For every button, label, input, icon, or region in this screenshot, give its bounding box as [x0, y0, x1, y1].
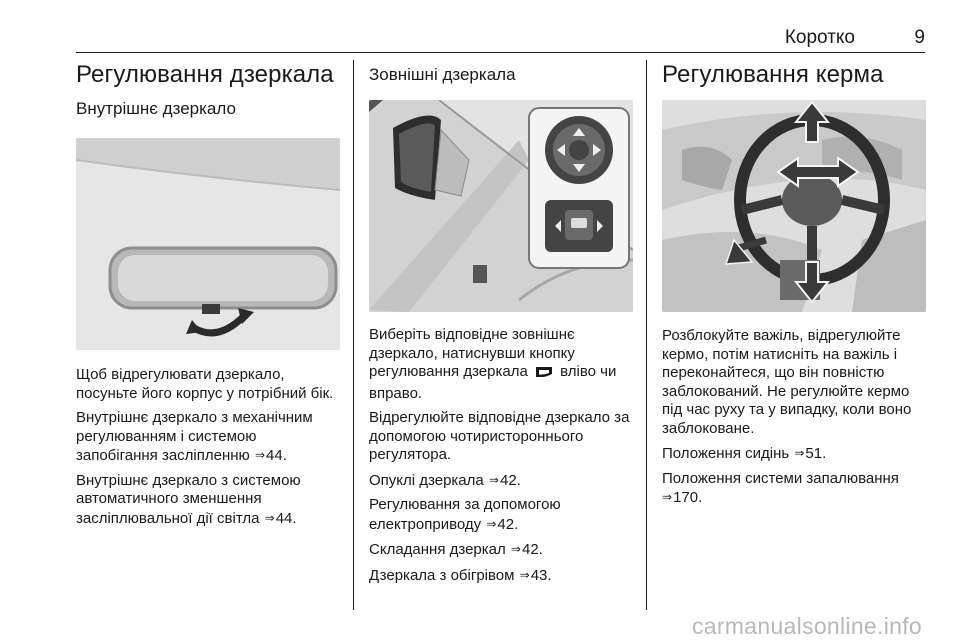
- reference-arrow-icon: ⇒: [510, 542, 521, 556]
- reference-arrow-icon: ⇒: [486, 516, 497, 531]
- link-text-auto-antidazzle: Внутрішнє дзеркало з системою автоматичного зменшення засліплювальної дії світла: [76, 471, 301, 527]
- interior-mirror-illustration: [76, 138, 340, 350]
- subsection-title-interior-mirror: Внутрішнє дзеркало: [76, 99, 236, 118]
- column-divider: [646, 60, 647, 610]
- paragraph-ignition-position: [662, 470, 926, 508]
- steering-wheel-figure: [662, 100, 926, 312]
- column-exterior-mirrors: [369, 60, 633, 591]
- paragraph-heated-mirrors: [369, 566, 633, 586]
- page-reference[interactable]: 44.: [266, 447, 287, 464]
- reference-arrow-icon: ⇒: [488, 472, 499, 487]
- link-text-heated-mirrors: Дзеркала з обігрівом: [369, 566, 515, 584]
- reference-arrow-icon: ⇒: [519, 567, 530, 582]
- page-reference[interactable]: 42.: [497, 515, 519, 533]
- exterior-mirror-illustration: [369, 100, 633, 312]
- link-text-manual-antidazzle: Внутрішнє дзеркало з механічним регулюванням і системою запобігання засліпленню: [76, 409, 313, 464]
- column-mirror-adjustment: [76, 60, 340, 534]
- interior-mirror-figure: [76, 138, 340, 350]
- paragraph-adjust-mirror: Відрегулюйте відповідне дзеркало за допомогою чотиристороннього регулятора.: [369, 409, 630, 463]
- paragraph-mirror-instruction: Щоб відрегулювати дзеркало, посуньте його корпус у потрібний бік.: [76, 366, 334, 402]
- page-number: 9: [914, 27, 925, 48]
- section-title-mirror-adjustment: Регулювання дзеркала: [76, 61, 334, 88]
- paragraph-convex-mirrors: [369, 471, 633, 491]
- paragraph-auto-antidazzle: [76, 472, 340, 529]
- watermark: carmanualsonline.info: [691, 613, 922, 639]
- header-section-title: Коротко: [784, 27, 855, 48]
- steering-wheel-illustration: [662, 100, 926, 312]
- column-steering-adjustment: [662, 60, 926, 514]
- text-select-mirror: Виберіть відповідне зовнішнє дзеркало, натиснувши кнопку регулювання дзеркала: [369, 326, 575, 380]
- paragraph-folding-mirrors: [369, 540, 633, 560]
- column-divider: [353, 60, 354, 610]
- link-text-folding-mirrors: Складання дзеркал: [369, 541, 506, 558]
- paragraph-steering-instruction: Розблокуйте важіль, відрегулюйте кермо, потім натисніть на важіль і переконайтеся, що він повністю заблокований. Не регулюйте кермо під час руху та у випадку, коли воно заблоковане.: [662, 327, 912, 437]
- reference-arrow-icon: ⇒: [794, 446, 805, 460]
- link-text-convex-mirrors: Опуклі дзеркала: [369, 471, 484, 489]
- reference-arrow-icon: ⇒: [264, 510, 275, 525]
- page-reference[interactable]: 42.: [521, 541, 543, 558]
- exterior-mirror-figure: [369, 100, 633, 312]
- page-reference[interactable]: 43.: [530, 566, 552, 584]
- page-reference[interactable]: 170.: [673, 489, 703, 506]
- page-reference[interactable]: 42.: [499, 471, 521, 489]
- page-reference[interactable]: 44.: [275, 509, 297, 527]
- text-left-right: вліво чи вправо.: [369, 363, 617, 402]
- page-reference[interactable]: 51.: [805, 445, 827, 462]
- paragraph-electric-adjustment: [369, 496, 633, 534]
- paragraph-select-mirror: [369, 326, 633, 403]
- link-text-seat-position: Положення сидінь: [662, 445, 790, 462]
- reference-arrow-icon: ⇒: [662, 490, 673, 504]
- link-text-ignition-position: Положення системи запалювання: [662, 469, 899, 487]
- paragraph-manual-antidazzle: [76, 409, 340, 466]
- section-title-steering-adjustment: Регулювання керма: [662, 61, 884, 88]
- page-header: [76, 26, 925, 53]
- subsection-title-exterior-mirrors: Зовнішні дзеркала: [369, 65, 516, 84]
- paragraph-seat-position: [662, 444, 926, 464]
- reference-arrow-icon: ⇒: [254, 448, 266, 462]
- mirror-switch-icon: [534, 365, 554, 385]
- link-text-electric-adjustment: Регулювання за допомогою електроприводу: [369, 496, 561, 533]
